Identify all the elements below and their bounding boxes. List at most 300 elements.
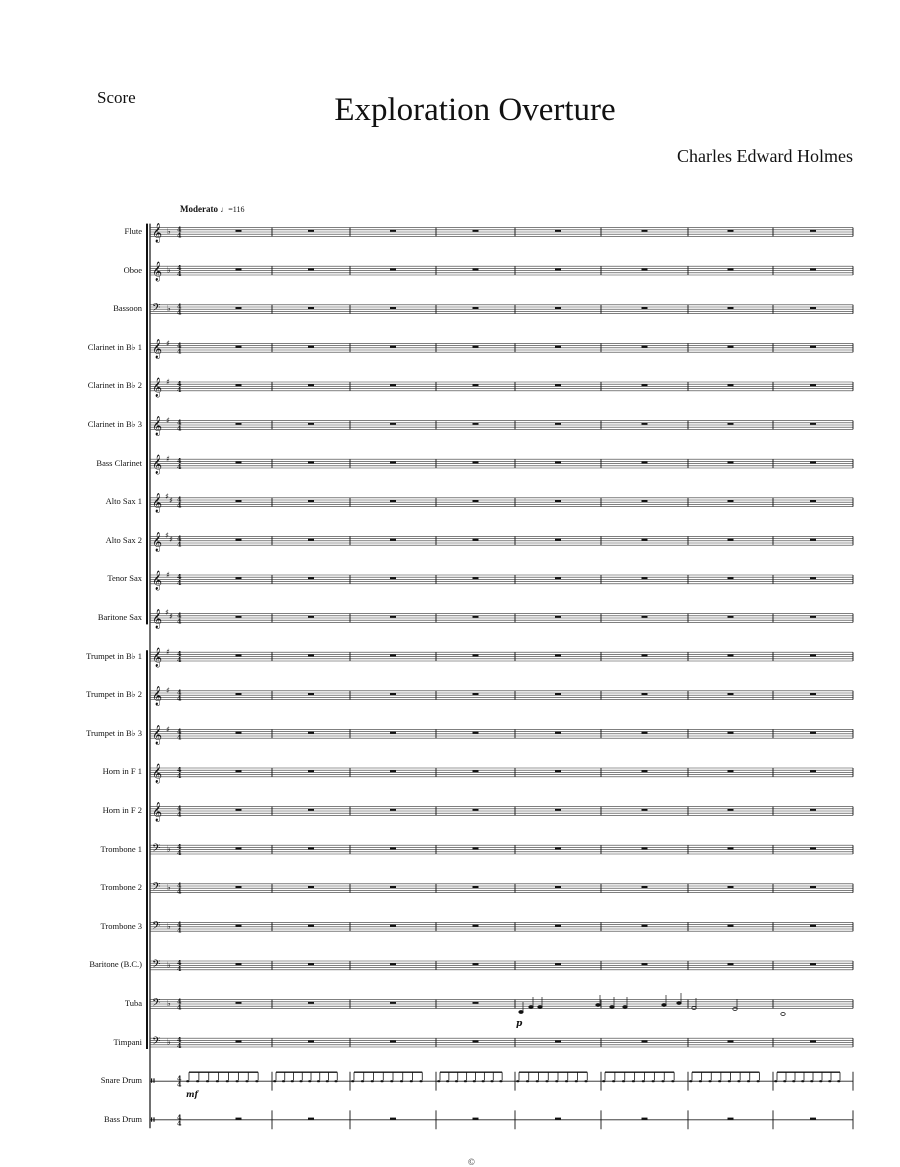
instrument-label: Bass Drum [103,1113,142,1124]
whole-rest-icon [728,925,734,927]
whole-rest-icon [810,423,816,425]
notehead [677,1002,681,1005]
whole-rest-icon [308,307,314,309]
whole-rest-icon [308,770,314,772]
notehead [801,1080,804,1082]
whole-rest-icon [236,693,242,695]
notehead [529,1006,533,1009]
whole-rest-icon [473,577,479,579]
time-signature-bottom: 4 [177,385,182,394]
whole-rest-icon [390,616,396,618]
whole-rest-icon [473,925,479,927]
whole-rest-icon [728,307,734,309]
treble-clef-icon: 𝄞 [152,570,163,591]
whole-rest-icon [555,346,561,348]
whole-rest-icon [308,925,314,927]
instrument-label: Bassoon [113,303,142,314]
notehead [652,1080,655,1082]
instrument-label: Alto Sax 2 [105,534,142,545]
sharp-icon: ♯ [169,612,173,621]
instrument-label: Baritone Sax [97,612,142,622]
time-signature-bottom: 4 [177,347,182,356]
notehead [622,1080,625,1082]
notehead [186,1080,189,1082]
whole-rest-icon [810,770,816,772]
notehead [226,1080,229,1082]
time-signature-top: 4 [177,418,182,427]
whole-rest-icon [642,770,648,772]
whole-rest-icon [728,461,734,463]
whole-rest-icon [728,1040,734,1042]
time-signature-bottom: 4 [177,308,182,317]
instrument-label: Clarinet in B♭ 3 [87,419,142,429]
notehead [400,1080,403,1082]
notehead [390,1080,393,1082]
notehead [446,1080,449,1082]
instrument-label: Trumpet in B♭ 3 [86,727,142,738]
whole-rest-icon [390,963,396,965]
whole-rest-icon [236,346,242,348]
sharp-icon: ♯ [166,686,170,696]
whole-rest-icon [473,539,479,541]
notehead [317,1080,320,1082]
whole-rest-icon [810,886,816,888]
whole-rest-icon [308,230,314,232]
whole-rest-icon [236,770,242,772]
whole-rest-icon [810,500,816,502]
whole-rest-icon [810,693,816,695]
notehead [747,1080,750,1082]
time-signature-bottom: 4 [177,1080,182,1089]
time-signature-top: 4 [177,572,182,581]
treble-clef-icon: 𝄞 [152,802,163,822]
page-title: Exploration Overture [334,92,616,128]
whole-rest-icon [728,732,734,734]
whole-rest-icon [728,809,734,811]
whole-rest-icon [308,346,314,348]
sharp-icon: ♯ [166,454,170,464]
whole-rest-icon [728,693,734,695]
time-signature-top: 4 [177,997,182,1006]
notehead [516,1080,519,1082]
whole-rest-icon [642,346,648,348]
notehead [602,1080,605,1082]
whole-rest-icon [555,268,561,270]
treble-clef-icon: 𝄞 [152,223,163,243]
notehead [371,1080,374,1082]
time-signature-top: 4 [177,650,182,659]
instrument-label: Baritone (B.C.) [89,959,142,970]
time-signature-top: 4 [177,958,182,967]
whole-rest-icon [810,963,816,965]
flat-icon: ♭ [167,960,171,970]
time-signature-bottom: 4 [177,810,182,819]
instrument-label: Bass Clarinet [96,457,142,468]
whole-rest-icon [728,384,734,386]
tempo-metronome: ♩=116 [220,205,245,214]
time-signature-bottom: 4 [177,926,182,935]
whole-rest-icon [390,307,396,309]
whole-rest-icon [555,925,561,927]
instrument-label: Trombone 1 [100,843,142,854]
treble-clef-icon: 𝄞 [152,338,163,359]
whole-rest-icon [473,461,479,463]
notehead [464,1080,467,1082]
whole-rest-icon [390,847,396,849]
time-signature-bottom: 4 [177,578,182,587]
notehead [334,1080,337,1082]
whole-rest-icon [390,346,396,348]
bass-clef-icon: 𝄢 [152,842,161,858]
notehead [623,1006,627,1009]
whole-rest-icon [473,346,479,348]
notehead [699,1080,702,1082]
whole-rest-icon [642,423,648,425]
time-signature-top: 4 [177,843,182,852]
time-signature-bottom: 4 [177,231,182,240]
whole-rest-icon [555,230,561,232]
whole-rest-icon [473,886,479,888]
bass-clef-icon: 𝄢 [152,881,161,897]
whole-rest-icon [236,654,242,656]
whole-rest-icon [642,809,648,811]
time-signature-bottom: 4 [177,733,182,742]
time-signature-top: 4 [177,225,182,234]
notehead [545,1080,548,1082]
whole-rest-icon [236,461,242,463]
dynamic-mark: p [516,1019,523,1029]
whole-rest-icon [810,461,816,463]
time-signature-top: 4 [177,727,182,736]
percussion-clef-icon: 𝄥 [151,1112,155,1127]
whole-rest-icon [308,1118,314,1120]
whole-rest-icon [555,500,561,502]
whole-rest-icon [236,616,242,618]
notehead [555,1080,558,1082]
whole-rest-icon [810,577,816,579]
notehead [837,1080,840,1082]
whole-rest-icon [473,770,479,772]
whole-rest-icon [642,230,648,232]
whole-rest-icon [555,461,561,463]
whole-rest-icon [390,1002,396,1004]
whole-rest-icon [728,654,734,656]
whole-rest-icon [555,1118,561,1120]
time-signature-bottom: 4 [177,964,182,973]
time-signature-bottom: 4 [177,617,182,626]
sharp-icon: ♯ [166,570,170,580]
whole-rest-icon [728,500,734,502]
time-signature-bottom: 4 [177,463,182,472]
time-signature-bottom: 4 [177,270,182,279]
whole-rest-icon [236,1118,242,1120]
time-signature-top: 4 [177,611,182,620]
notehead [781,1013,785,1016]
whole-rest-icon [236,268,242,270]
notehead [612,1080,615,1082]
whole-rest-icon [642,500,648,502]
notehead [455,1080,458,1082]
whole-rest-icon [308,732,314,734]
instrument-label: Clarinet in B♭ 1 [87,341,142,352]
whole-rest-icon [642,539,648,541]
whole-rest-icon [642,384,648,386]
notehead [575,1080,578,1082]
instrument-label: Trumpet in B♭ 2 [86,689,142,700]
whole-rest-icon [308,847,314,849]
whole-rest-icon [810,732,816,734]
flat-icon: ♭ [167,921,171,931]
notehead [733,1008,737,1011]
notehead [757,1080,760,1082]
time-signature-bottom: 4 [177,1119,182,1128]
whole-rest-icon [473,616,479,618]
instrument-label: Oboe [123,264,142,275]
whole-rest-icon [236,423,242,425]
time-signature-bottom: 4 [177,771,182,780]
whole-rest-icon [473,963,479,965]
time-signature-bottom: 4 [177,694,182,703]
instrument-label: Clarinet in B♭ 2 [87,380,142,391]
whole-rest-icon [236,307,242,309]
flat-icon: ♭ [167,999,171,1008]
whole-rest-icon [236,732,242,734]
whole-rest-icon [642,577,648,579]
whole-rest-icon [555,577,561,579]
dynamic-mark: mf [186,1089,198,1100]
notehead [661,1080,664,1082]
time-signature-top: 4 [177,1074,182,1083]
whole-rest-icon [236,500,242,502]
time-signature-bottom: 4 [177,1003,182,1012]
time-signature-top: 4 [177,881,182,890]
notehead [671,1080,674,1082]
whole-rest-icon [308,654,314,656]
whole-rest-icon [473,307,479,309]
whole-rest-icon [555,770,561,772]
notehead [774,1080,777,1082]
whole-rest-icon [390,693,396,695]
whole-rest-icon [390,500,396,502]
bass-clef-icon: 𝄢 [152,1035,161,1051]
whole-rest-icon [728,423,734,425]
notehead [299,1080,302,1082]
treble-clef-icon: 𝄞 [152,531,163,552]
whole-rest-icon [390,423,396,425]
whole-rest-icon [473,809,479,811]
whole-rest-icon [728,346,734,348]
flat-icon: ♭ [167,1037,171,1047]
whole-rest-icon [555,693,561,695]
whole-rest-icon [555,963,561,965]
notehead [308,1080,311,1082]
notehead [291,1080,294,1082]
notehead [692,1007,696,1010]
time-signature-top: 4 [177,341,182,350]
whole-rest-icon [473,732,479,734]
whole-rest-icon [236,1002,242,1004]
notehead [783,1080,786,1082]
whole-rest-icon [308,1040,314,1042]
instrument-label: Trumpet in B♭ 1 [86,650,142,661]
notehead [584,1080,587,1082]
time-signature-bottom: 4 [177,540,182,549]
notehead [536,1080,539,1082]
whole-rest-icon [555,384,561,386]
notehead [473,1080,476,1082]
instrument-label: Horn in F 2 [102,805,142,815]
whole-rest-icon [728,1118,734,1120]
notehead [737,1080,740,1082]
whole-rest-icon [642,616,648,618]
whole-rest-icon [728,616,734,618]
whole-rest-icon [390,461,396,463]
whole-rest-icon [555,732,561,734]
whole-rest-icon [390,654,396,656]
time-signature-top: 4 [177,1036,182,1045]
time-signature-top: 4 [177,920,182,929]
notehead [610,1006,614,1009]
whole-rest-icon [473,384,479,386]
time-signature-top: 4 [177,765,182,774]
notehead [810,1080,813,1082]
whole-rest-icon [810,616,816,618]
notehead [596,1004,600,1007]
whole-rest-icon [473,230,479,232]
notehead [632,1080,635,1082]
whole-rest-icon [236,847,242,849]
time-signature-top: 4 [177,302,182,311]
whole-rest-icon [390,384,396,386]
whole-rest-icon [555,809,561,811]
whole-rest-icon [308,461,314,463]
whole-rest-icon [473,1118,479,1120]
whole-rest-icon [473,1002,479,1004]
notehead [245,1080,248,1082]
instrument-label: Timpani [113,1036,142,1047]
whole-rest-icon [473,654,479,656]
whole-rest-icon [390,577,396,579]
time-signature-bottom: 4 [177,849,182,858]
whole-rest-icon [473,500,479,502]
whole-rest-icon [555,1040,561,1042]
bass-clef-icon: 𝄢 [152,958,161,974]
sharp-icon: ♯ [166,724,170,734]
sharp-icon: ♯ [169,534,173,544]
notehead [499,1080,502,1082]
whole-rest-icon [555,616,561,618]
instrument-label: Tuba [124,998,142,1008]
notehead [255,1080,258,1082]
whole-rest-icon [473,268,479,270]
whole-rest-icon [642,693,648,695]
notehead [216,1080,219,1082]
whole-rest-icon [555,847,561,849]
whole-rest-icon [390,268,396,270]
treble-clef-icon: 𝄞 [152,724,163,745]
whole-rest-icon [810,809,816,811]
whole-rest-icon [308,1002,314,1004]
notehead [490,1080,493,1082]
time-signature-top: 4 [177,457,182,466]
whole-rest-icon [473,1040,479,1042]
tempo-text: Moderato [180,204,218,214]
whole-rest-icon [473,423,479,425]
treble-clef-icon: 𝄞 [152,454,163,475]
whole-rest-icon [555,654,561,656]
whole-rest-icon [642,1040,648,1042]
composer-name: Charles Edward Holmes [677,146,853,166]
notehead [282,1080,285,1082]
instrument-label: Trombone 3 [100,920,142,931]
time-signature-bottom: 4 [177,424,182,433]
sharp-icon: ♯ [165,530,169,540]
notehead [728,1080,731,1082]
percussion-clef-icon: 𝄥 [151,1074,155,1089]
whole-rest-icon [555,539,561,541]
bass-clef-icon: 𝄢 [152,302,161,318]
whole-rest-icon [642,847,648,849]
whole-rest-icon [390,732,396,734]
whole-rest-icon [810,230,816,232]
whole-rest-icon [555,886,561,888]
instrument-label: Snare Drum [100,1075,142,1086]
whole-rest-icon [555,307,561,309]
notehead [538,1006,542,1009]
time-signature-bottom: 4 [177,656,182,665]
notehead [437,1080,440,1082]
whole-rest-icon [728,886,734,888]
time-signature-top: 4 [177,1113,182,1122]
whole-rest-icon [642,654,648,656]
whole-rest-icon [308,809,314,811]
instrument-label: Trombone 2 [100,882,142,893]
flat-icon: ♭ [167,844,171,854]
notehead [196,1080,199,1082]
treble-clef-icon: 𝄞 [152,647,163,668]
whole-rest-icon [728,770,734,772]
whole-rest-icon [473,847,479,849]
flat-icon: ♭ [167,883,171,893]
whole-rest-icon [642,925,648,927]
whole-rest-icon [308,268,314,270]
notehead [708,1080,711,1082]
whole-rest-icon [728,268,734,270]
whole-rest-icon [810,268,816,270]
whole-rest-icon [390,230,396,232]
whole-rest-icon [390,886,396,888]
whole-rest-icon [390,1040,396,1042]
whole-rest-icon [236,809,242,811]
whole-rest-icon [308,693,314,695]
notehead [351,1080,354,1082]
whole-rest-icon [308,384,314,386]
whole-rest-icon [728,230,734,232]
whole-rest-icon [308,963,314,965]
notehead [482,1080,485,1082]
whole-rest-icon [236,925,242,927]
whole-rest-icon [810,925,816,927]
whole-rest-icon [642,732,648,734]
copyright-mark: © [468,1157,475,1167]
score-label: Score [97,88,136,107]
notehead [819,1080,822,1082]
notehead [718,1080,721,1082]
notehead [326,1080,329,1082]
sharp-icon: ♯ [165,608,169,617]
bass-clef-icon: 𝄢 [152,997,161,1012]
bass-clef-icon: 𝄢 [152,919,161,935]
